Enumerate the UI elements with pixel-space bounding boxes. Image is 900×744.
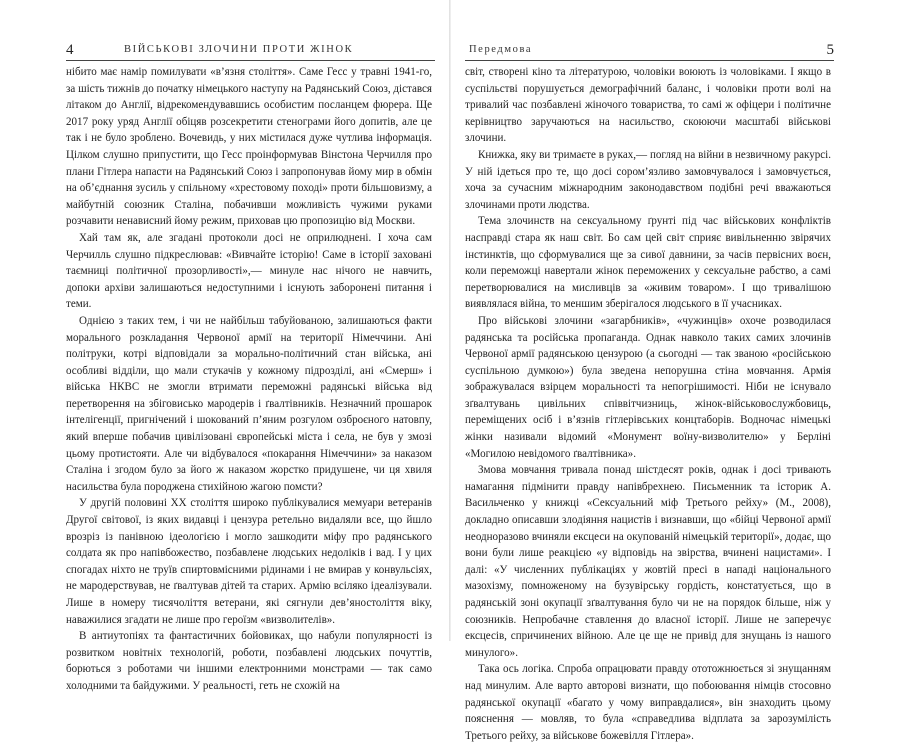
left-page [0, 0, 449, 692]
running-head: Передмова [469, 44, 533, 55]
paragraph: Така ось логіка. Спроба опрацювати правду ототожнюється зі знущанням над минулим. Але варто авторові визнати, що побоювання німців стосовно радянської окупації «багато у чому виправдалися», він знаходить цьому пояснення — мовляв, то була «справедлива відплата за зарозумілість Третього рейху, за військове божевілля Гітлера». [465, 663, 831, 742]
paragraph: Про військові злочини «загарбників», «чужинців» охоче розводилася радянська та російська пропаганда. Однак навколо таких самих злочинів Червоної армії радянською цензурою (а сьогодні — так званою «російською суспільною думкою») була зведена непорушна стіна мовчання. Армія зображувалася взірцем моральності та непогрішимості. Ніби не існувало зґвалтувань цивільних співвітчизниць, жінок-військовослужбовиць, переміщених осіб і в’язнів гітлерівських концтаборів. Водночас німецькі жінки називали відомий «Монумент воїну-визволителю» у Берліні «Могилою невідомого ґвалтівника». [465, 314, 831, 460]
right-page-body [465, 64, 831, 744]
page-number: 4 [66, 42, 74, 58]
paragraph: В антиутопіях та фантастичних бойовиках, що набули популярності із розвитком новітніх технологій, роботи, позбавлені людських почуттів, борються з роботами чи іншими електронними монстрами — так само холодними та байдужими. У реальності, геть не схожій на [66, 630, 432, 692]
paragraph: світ, створені кіно та літературою, чоловіки воюють із чоловіками. І якщо в суспільстві порушується демографічний баланс, і чоловіки проти волі на тривалий час позбавлені жіночого товариства, то самі ж офіцери і політичне керівництво заручаються на насильство, скоюючи масштабі військові злочини. [465, 66, 831, 145]
paragraph: У другій половині XX століття широко публікувалися мемуари ветеранів Другої світової, із яких видавці і цензура ретельно видаляли все, що йшло врозріз із панівною ідеологією і могло зашкодити міфу про радянського солдата як про напівбожество, позбавлене людських недоліків і вад. І у цих спогадах ніхто не труїв спиртовмісними рідинами і не вмирав у конвульсіях, не мародерствував, не ґвалтував дітей та старих. Армію всіляко ідеалізували. Лише в номеру тисячоліття ветерани, які сягнули дев’яностоліття віку, наважилися згадати не лише про героїзм «визволителів». [66, 497, 432, 626]
running-head: ВІЙСЬКОВІ ЗЛОЧИНИ ПРОТИ ЖІНОК [124, 44, 354, 55]
left-page-body [66, 64, 432, 695]
paragraph: Хай там як, але згадані протоколи досі не оприлюднені. І хоча сам Черчилль слушно підкреслював: «Вивчайте історію! Саме в історії заховані таємниці політичної прозорливості»,— минуле нас нічого не навчить, допоки архіви залишаються недоступними і існують заборонені питання і теми. [66, 231, 432, 311]
right-page [451, 0, 900, 742]
left-page-header [66, 38, 435, 61]
paragraph: Змова мовчання тривала понад шістдесят років, однак і досі тривають намагання підмінити правду напівбрехнею. Письменник та історик А. Васильченко у книжці «Сексуальний міф Третього рейху» (М., 2008), докладно описавши злодіяння нацистів і визнавши, що «бійці Червоної армії неодноразово вчиняли ексцеси на окупованій німецькій території», додає, що вони були лише реакцією «у відповідь на звірства, вчинені нацистами». І далі: «У численних публікаціях у жовтій пресі в нападі національного мазохізму, помноженому на бузувірську гордість, констатується, що в радянській зоні окупації зґвалтування було чи не на порядок більше, ніж у союзників. Непробачне ставлення до власної історії. Лише не заперечує ексцесів, спричинених війною. Але це ще не привід для знущань із нашого минулого». [465, 464, 831, 659]
paragraph: Однією з таких тем, і чи не найбільш табуйованою, залишаються факти морального розкладання Червоної армії на території Німеччини. Ані політруки, котрі відповідали за морально-політичний стан війська, ані особливі відділи, що мали стукачів у кожному підрозділі, ані «Смерш» і війська НКВС не змогли втримати переможні радянські війська від перетворення на збіговисько мародерів і ґвалтівників. Незначний прошарок інтелігенції, пригнічений і шокований п’яним розгулом озброєного натовпу, який вперше побачив цивілізовані європейські міста і села, не був у змозі цьому протистояти. Але чи відбувалося «покарання Німеччини» за наказом Сталіна і згодом було за його ж наказом жорстко придушене, чи ця хвиля насильства була породжена стихійною жагою помсти? [66, 314, 432, 493]
right-page-header [465, 38, 834, 61]
paragraph: Тема злочинств на сексуальному ґрунті під час військових конфліктів насправді стара як наш світ. Бо сам цей світ сприяє вивільненню звірячих інстинктів, що сформувалися ще за сивої давнини, за часів первісних воєн, коли переможці навертали жінок переможених у сексуальне рабство, а самі перетворювалися на мисливців за «живим товаром». І що тривалішою виявлялася війна, то меншим зберігалося людського в її учасниках. [465, 215, 831, 311]
paragraph: Книжка, яку ви тримаєте в руках,— погляд на війни в незвичному ракурсі. У ній ідеться про те, що досі сором’язливо замовчувалося і замовчується, хоча за сучасним міжнародним законодавством подібні речі вважаються злочинами проти людства. [465, 148, 831, 211]
paragraph: нібито має намір помилувати «в’язня століття». Саме Гесс у травні 1941-го, за шість тижнів до початку німецького наступу на Радянський Союз, дістався літаком до Англії, відрекомендувавшись особистим посланцем фюрера. Ще 2017 року уряд Англії обіцяв розсекретити стенограми його допитів, але це так і не було зроблено. Вочевидь, у них містилася дуже чутлива інформація. Цілком слушно припустити, що Гесс проінформував Вінстона Черчилля про плани Гітлера напасти на Радянський Союз і запропонував йому мир в обмін на об’єднання зусиль у спільному «хрестовому поході» проти більшовизму, а майбутній союзник Сталіна, побачивши можливість чужими руками розчавити ненависний йому режим, приховав цю пропозицію від Москви. [66, 66, 432, 228]
page-number: 5 [826, 42, 834, 58]
